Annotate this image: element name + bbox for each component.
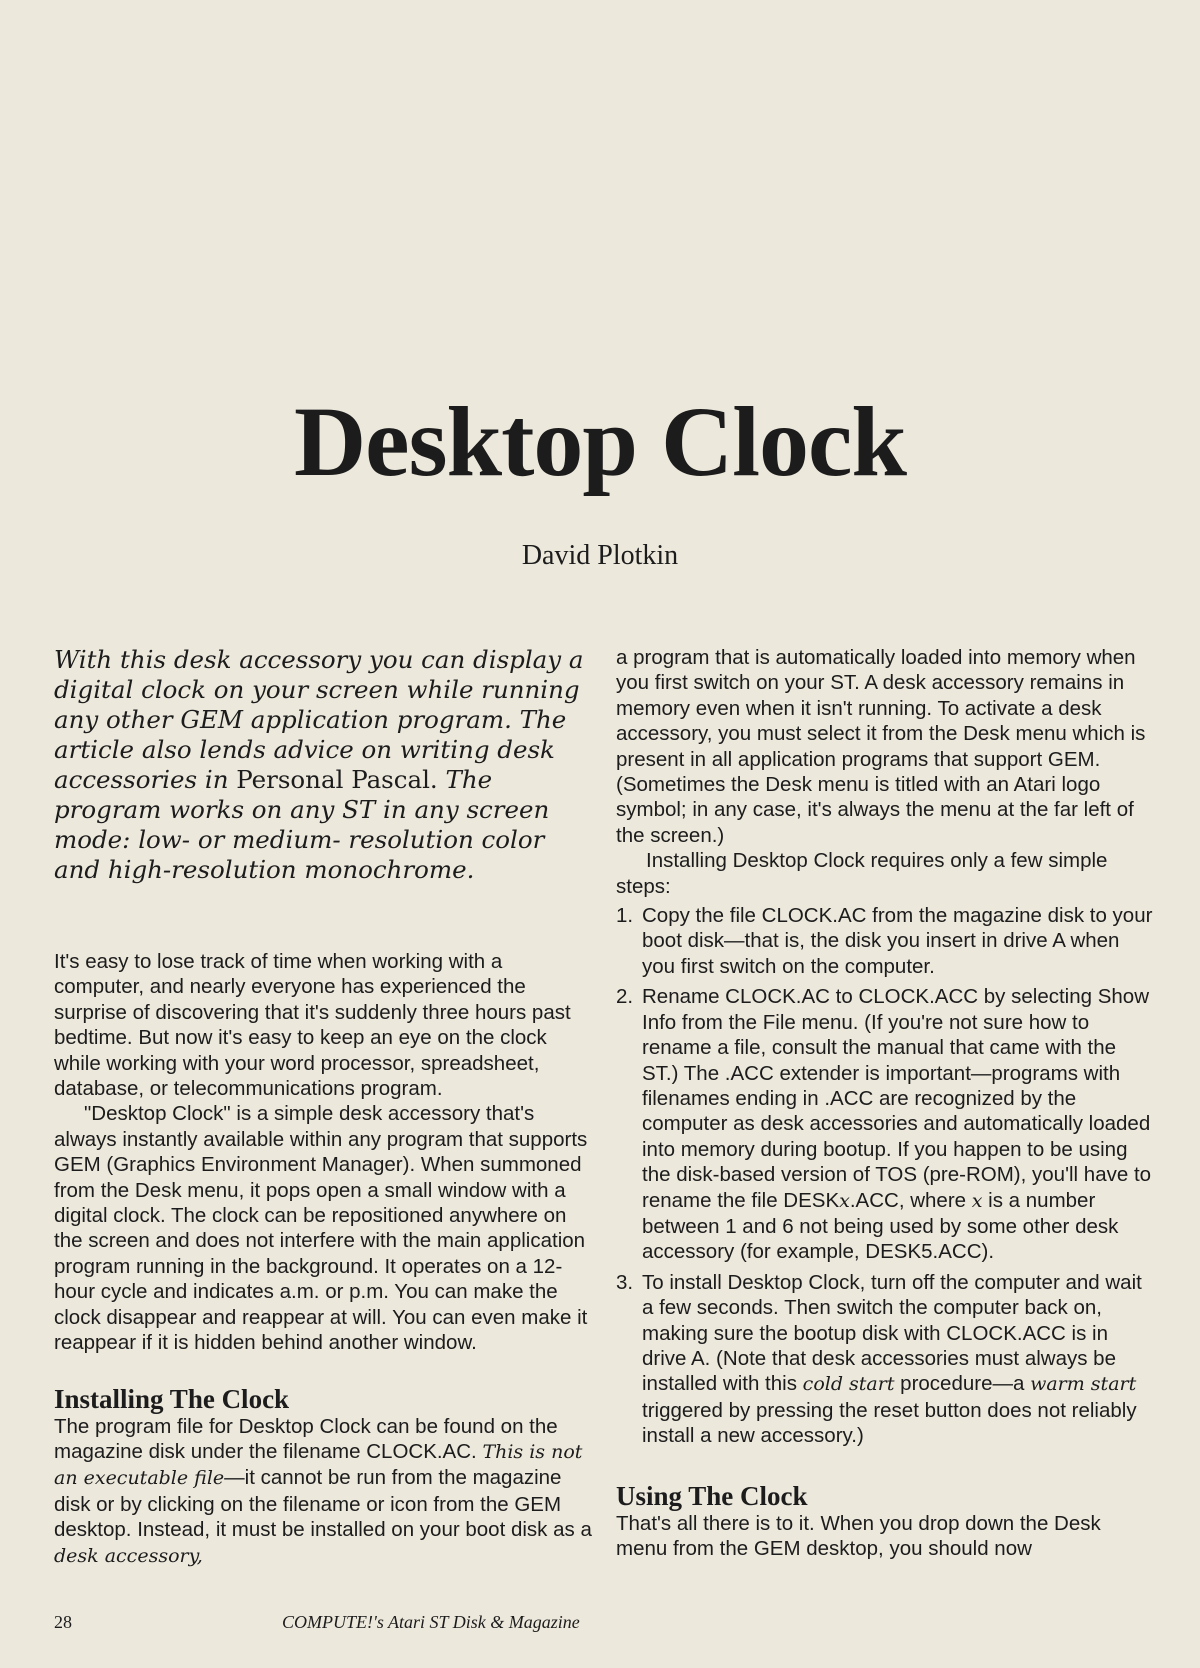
article-title: Desktop Clock: [293, 386, 907, 497]
list-item: [616, 903, 1156, 979]
step-text-c: triggered by pressing the reset button does not reliably install a new accessory.): [642, 1398, 1137, 1448]
installing-paragraph-1-left: [54, 1414, 594, 1569]
lead-paragraph: [54, 645, 594, 885]
lead-text-1: With this desk accessory you can display a digital clock on your screen while running any other GEM application program. The article also lends advice on writing desk accessories in: [54, 645, 584, 794]
left-column: [54, 645, 594, 1569]
step-text: Copy the file CLOCK.AC from the magazine disk to your boot disk—that is, the disk you insert in drive A when you first switch on the computer.: [642, 904, 1153, 978]
page-number: 28: [54, 1612, 72, 1632]
desk-accessory-emphasis: desk accessory,: [54, 1544, 203, 1567]
using-heading: Using The Clock: [616, 1480, 808, 1511]
author-byline: David Plotkin: [521, 540, 679, 571]
not-executable-emphasis: This is not an executable file: [54, 1440, 583, 1490]
installing-heading: Installing The Clock: [54, 1383, 290, 1414]
step-number: 1.: [616, 904, 634, 928]
right-column: [616, 645, 1156, 1561]
list-item: [616, 984, 1156, 1264]
step-text-b: procedure—a: [894, 1372, 1031, 1396]
installing-paragraph-1-continued: a program that is automatically loaded into memory when you first switch on your ST. A desk accessory remains in memory even when it isn't running. To activate a desk accessory, you must select it from the Desk menu which is present in all application programs that support GEM. (Sometimes the Desk menu is titled with an Atari logo symbol; in any case, it's always the menu at the far left of the screen.): [616, 646, 1146, 847]
step-number: 2.: [616, 985, 634, 1009]
step-text-a: To install Desktop Clock, turn off the computer and wait a few seconds. Then switch the computer back on, making sure the bootup disk with CLOCK.ACC is in drive A. (Note that desk accessories must always be installed with this: [642, 1270, 1142, 1396]
installing-text-b: —it cannot be run from the magazine disk or by clicking on the filename or icon from the GEM desktop. Instead, it must be installed on your boot disk as a: [54, 1466, 592, 1542]
installing-paragraph-2: Installing Desktop Clock requires only a few simple steps:: [616, 849, 1108, 898]
variable-x: x: [839, 1189, 850, 1212]
using-paragraph-1: That's all there is to it. When you drop down the Desk menu from the GEM desktop, you should now: [616, 1511, 1101, 1560]
variable-x: x: [971, 1189, 983, 1212]
install-steps-list: [616, 903, 1156, 1449]
step-text-b: .ACC, where: [849, 1188, 972, 1212]
step-number: 3.: [616, 1270, 634, 1294]
installing-text-a: The program file for Desktop Clock can be found on the magazine disk under the filename CLOCK.AC.: [54, 1414, 558, 1463]
cold-start-emphasis: cold start: [802, 1373, 895, 1396]
intro-paragraph-2: "Desktop Clock" is a simple desk accessory that's always instantly available within any program that supports GEM (Graphics Environment Manager). When summoned from the Desk menu, it pops open a small window with a digital clock. The clock can be repositioned anywhere on the screen and does not interfere with the main application program running in the background. It operates on a 12-hour cycle and indicates a.m. or p.m. You can make the clock disappear and reappear at will. You can even make it reappear if it is hidden behind another window.: [54, 1102, 588, 1355]
step-text-c: is a number between 1 and 6 not being used by some other desk accessory (for example, DESK5.ACC).: [642, 1188, 1119, 1264]
lead-text-2: The program works on any ST in any screen mode: low- or medium- resolution color and high-resolution monochrome.: [54, 765, 550, 884]
lead-pascal-name: Personal Pascal.: [236, 765, 438, 794]
warm-start-emphasis: warm start: [1030, 1373, 1137, 1396]
intro-paragraph-1: It's easy to lose track of time when working with a computer, and nearly everyone has experienced the surprise of discovering that it's suddenly three hours past bedtime. But now it's easy to keep an eye on the clock while working with your word processor, spreadsheet, database, or telecommunications program.: [54, 950, 571, 1101]
list-item: [616, 1270, 1156, 1449]
magazine-name: COMPUTE!'s Atari ST Disk & Magazine: [282, 1612, 580, 1632]
step-text-a: Rename CLOCK.AC to CLOCK.ACC by selecting Show Info from the File menu. (If you're not sure how to rename a file, consult the manual that came with the ST.) The .ACC extender is important—programs with filenames ending in .ACC are recognized by the computer as desk accessories and automatically loaded into memory during bootup. If you happen to be using the disk-based version of TOS (pre-ROM), you'll have to rename the file DESK: [642, 985, 1152, 1212]
